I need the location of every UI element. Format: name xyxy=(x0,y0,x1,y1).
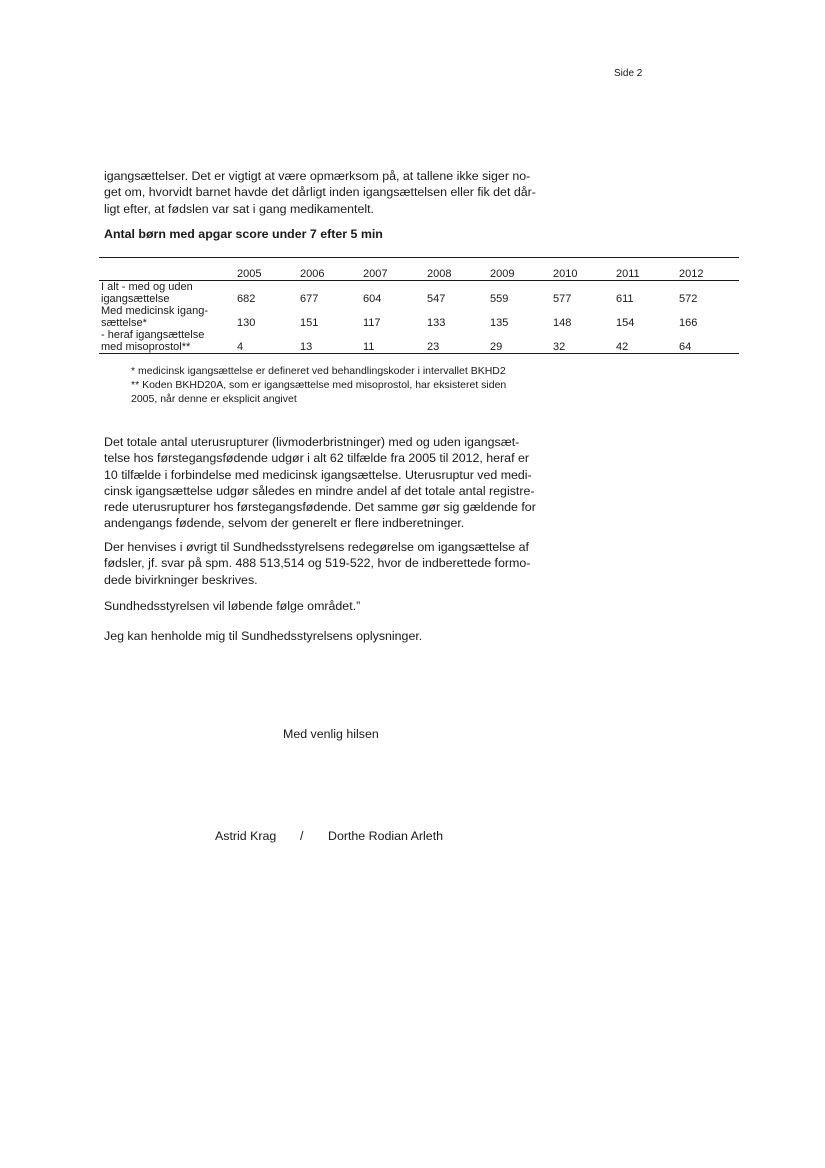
table-cell: 64 xyxy=(679,341,692,353)
table-cell: 682 xyxy=(237,293,256,305)
text-line: andengangs fødende, selvom der generelt er flere indberetninger. xyxy=(104,516,465,531)
header-label-cell xyxy=(99,258,237,281)
text-line: Sundhedsstyrelsen vil løbende følge området.” xyxy=(104,599,361,613)
table-cell: 611 xyxy=(616,293,634,305)
signature-name-1: Astrid Krag xyxy=(215,829,277,843)
table-row xyxy=(99,305,739,329)
table-cell: 677 xyxy=(300,293,319,305)
year-header: 2010 xyxy=(553,258,616,281)
table-cell: 130 xyxy=(237,317,256,329)
year-header: 2011 xyxy=(616,258,679,281)
intro-paragraph xyxy=(104,168,536,217)
uterus-paragraph xyxy=(104,434,536,532)
row-label xyxy=(99,305,237,329)
year-header: 2005 xyxy=(237,258,300,281)
table-cell: 148 xyxy=(553,317,572,329)
table-cell: 135 xyxy=(490,317,509,329)
table-cell: 154 xyxy=(616,317,635,329)
table-cell: 559 xyxy=(490,293,509,305)
row-label xyxy=(99,329,237,354)
apgar-table xyxy=(99,257,739,354)
text-line: cinsk igangsættelse udgør således en mindre andel af det totale antal registre- xyxy=(104,483,535,498)
text-line: Det totale antal uterusrupturer (livmoderbristninger) med og uden igangsæt- xyxy=(104,435,520,449)
table-cell: 133 xyxy=(427,317,446,329)
table-cell: 11 xyxy=(363,341,375,353)
text-line: Der henvises i øvrigt til Sundhedsstyrelsens redegørelse om igangsættelse af xyxy=(104,540,529,554)
table-cell: 32 xyxy=(553,341,566,353)
text-line: telse hos førstegangsfødende udgør i alt 62 tilfælde fra 2005 til 2012, heraf er xyxy=(104,451,529,466)
row-label-line: igangsættelse xyxy=(101,293,170,305)
table-cell: 4 xyxy=(237,341,244,353)
table-cell: 166 xyxy=(679,317,698,329)
reference-paragraph xyxy=(104,539,530,588)
closing-greeting: Med venlig hilsen xyxy=(283,727,379,741)
table-cell: 42 xyxy=(616,341,629,353)
table-title: Antal børn med apgar score under 7 efter 5 min xyxy=(104,227,383,241)
row-label-line: med misoprostol** xyxy=(101,341,191,353)
footnote: 2005, når denne er eksplicit angivet xyxy=(131,393,297,405)
row-label xyxy=(99,281,237,306)
text-line: get om, hvorvidt barnet havde det dårligt inden igangsættelsen eller fik det dår- xyxy=(104,185,536,200)
text-line: fødsler, jf. svar på spm. 488 513,514 og 519-522, hvor de indberettede formo- xyxy=(104,556,531,571)
table-cell: 13 xyxy=(300,341,313,353)
page-number: Side 2 xyxy=(614,68,643,79)
data-table xyxy=(99,257,739,354)
year-header: 2009 xyxy=(490,258,553,281)
minister-paragraph xyxy=(104,628,422,644)
row-label-line: - heraf igangsættelse xyxy=(101,329,205,341)
table-cell: 23 xyxy=(427,341,440,353)
year-header: 2008 xyxy=(427,258,490,281)
text-line: 10 tilfælde i forbindelse med medicinsk igangsættelse. Uterusruptur ved medi- xyxy=(104,467,532,482)
table-cell: 604 xyxy=(363,293,382,305)
table-cell: 117 xyxy=(363,317,381,329)
table-cell: 572 xyxy=(679,293,698,305)
text-line: Jeg kan henholde mig til Sundhedsstyrelsens oplysninger. xyxy=(104,629,423,643)
row-label-line: I alt - med og uden xyxy=(101,281,193,293)
row-label-line: sættelse* xyxy=(101,317,147,329)
table-row xyxy=(99,281,739,306)
signature-separator: / xyxy=(300,829,304,843)
text-line: rede uterusrupturer hos førstegangsfødende. Det samme gør sig gældende for xyxy=(104,500,536,515)
table-header-row xyxy=(99,258,739,281)
table-row xyxy=(99,329,739,354)
text-line: igangsættelser. Det er vigtigt at være opmærksom på, at tallene ikke siger no- xyxy=(104,169,531,183)
table-cell: 151 xyxy=(300,317,319,329)
table-cell: 547 xyxy=(427,293,446,305)
footnote: * medicinsk igangsættelse er defineret ved behandlingskoder i intervallet BKHD2 xyxy=(131,365,506,377)
text-line: dede bivirkninger beskrives. xyxy=(104,572,258,587)
table-cell: 29 xyxy=(490,341,503,353)
year-header: 2006 xyxy=(300,258,363,281)
follow-paragraph xyxy=(104,598,360,614)
table-footnotes xyxy=(131,364,506,406)
text-line: ligt efter, at fødslen var sat i gang medikamentelt. xyxy=(104,201,374,216)
signature-name-2: Dorthe Rodian Arleth xyxy=(328,829,444,843)
table-cell: 577 xyxy=(553,293,572,305)
row-label-line: Med medicinsk igang- xyxy=(101,305,208,317)
year-header: 2007 xyxy=(363,258,427,281)
footnote: ** Koden BKHD20A, som er igangsættelse med misoprostol, har eksisteret siden xyxy=(131,379,507,391)
year-header: 2012 xyxy=(679,258,739,281)
